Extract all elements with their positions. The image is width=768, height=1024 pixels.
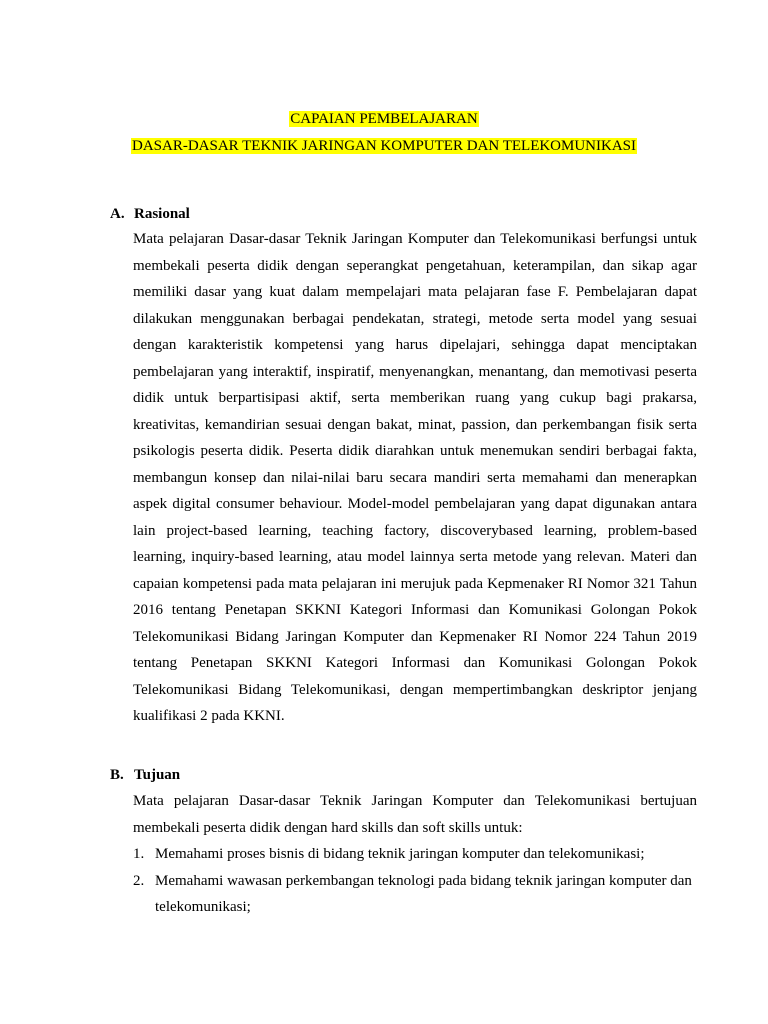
title-highlight-1: CAPAIAN PEMBELAJARAN (290, 111, 478, 127)
section-heading-rasional (110, 204, 190, 224)
section-letter: B. (110, 767, 124, 783)
list-item-number: 1. (133, 846, 145, 862)
section-heading-tujuan (110, 765, 180, 785)
title-highlight-2: DASAR-DASAR TEKNIK JARINGAN KOMPUTER DAN TELEKOMUNIKASI (131, 138, 637, 154)
list-item-text: Memahami proses bisnis di bidang teknik jaringan komputer dan telekomunikasi; (155, 846, 645, 862)
objectives-list (133, 841, 697, 921)
list-item (133, 841, 697, 868)
document-title-line-1 (0, 109, 768, 129)
list-item-number: 2. (133, 872, 145, 889)
list-item-text: Memahami wawasan perkembangan teknologi pada bidang teknik jaringan komputer dan telekomunikasi; (155, 872, 692, 915)
section-letter: A. (110, 206, 125, 222)
section-body-tujuan: Mata pelajaran Dasar-dasar Teknik Jaringan Komputer dan Telekomunikasi bertujuan membekali peserta didik dengan hard skills dan soft skills untuk: (133, 793, 697, 836)
document-title-line-2 (0, 136, 768, 156)
section-body-rasional: Mata pelajaran Dasar-dasar Teknik Jaringan Komputer dan Telekomunikasi berfungsi untuk membekali peserta didik dengan seperangkat pengetahuan, keterampilan, dan sikap agar memiliki dasar yang kuat dalam mempelajari mata pelajaran fase F. Pembelajaran dapat dilakukan menggunakan berbagai pendekatan, strategi, metode serta model yang sesuai dengan karakteristik kompetensi yang harus dipelajari, sehingga dapat menciptakan pembelajaran yang interaktif, inspiratif, menyenangkan, menantang, dan memotivasi peserta didik untuk berpartisipasi aktif, serta memberikan ruang yang cukup bagi prakarsa, kreativitas, kemandirian sesuai dengan bakat, minat, passion, dan perkembangan fisik serta psikologis peserta didik. Peserta didik diarahkan untuk menemukan sendiri berbagai fakta, membangun konsep dan nilai-nilai baru secara mandiri serta memahami dan menerapkan aspek digital consumer behaviour. Model-model pembelajaran yang dapat digunakan antara lain project-based learning, teaching factory, discoverybased learning, problem-based learning, inquiry-based learning, atau model lainnya serta metode yang relevan. Materi dan capaian kompetensi pada mata pelajaran ini merujuk pada Kepmenaker RI Nomor 321 Tahun 2016 tentang Penetapan SKKNI Kategori Informasi dan Komunikasi Golongan Pokok Telekomunikasi Bidang Jaringan Komputer dan Kepmenaker RI Nomor 224 Tahun 2019 tentang Penetapan SKKNI Kategori Informasi dan Komunikasi Golongan Pokok Telekomunikasi Bidang Telekomunikasi, dengan mempertimbangkan deskriptor jenjang kualifikasi 2 pada KKNI. (133, 231, 697, 724)
section-heading-text: Rasional (134, 206, 190, 222)
section-heading-text: Tujuan (134, 767, 181, 783)
list-item (133, 868, 697, 921)
